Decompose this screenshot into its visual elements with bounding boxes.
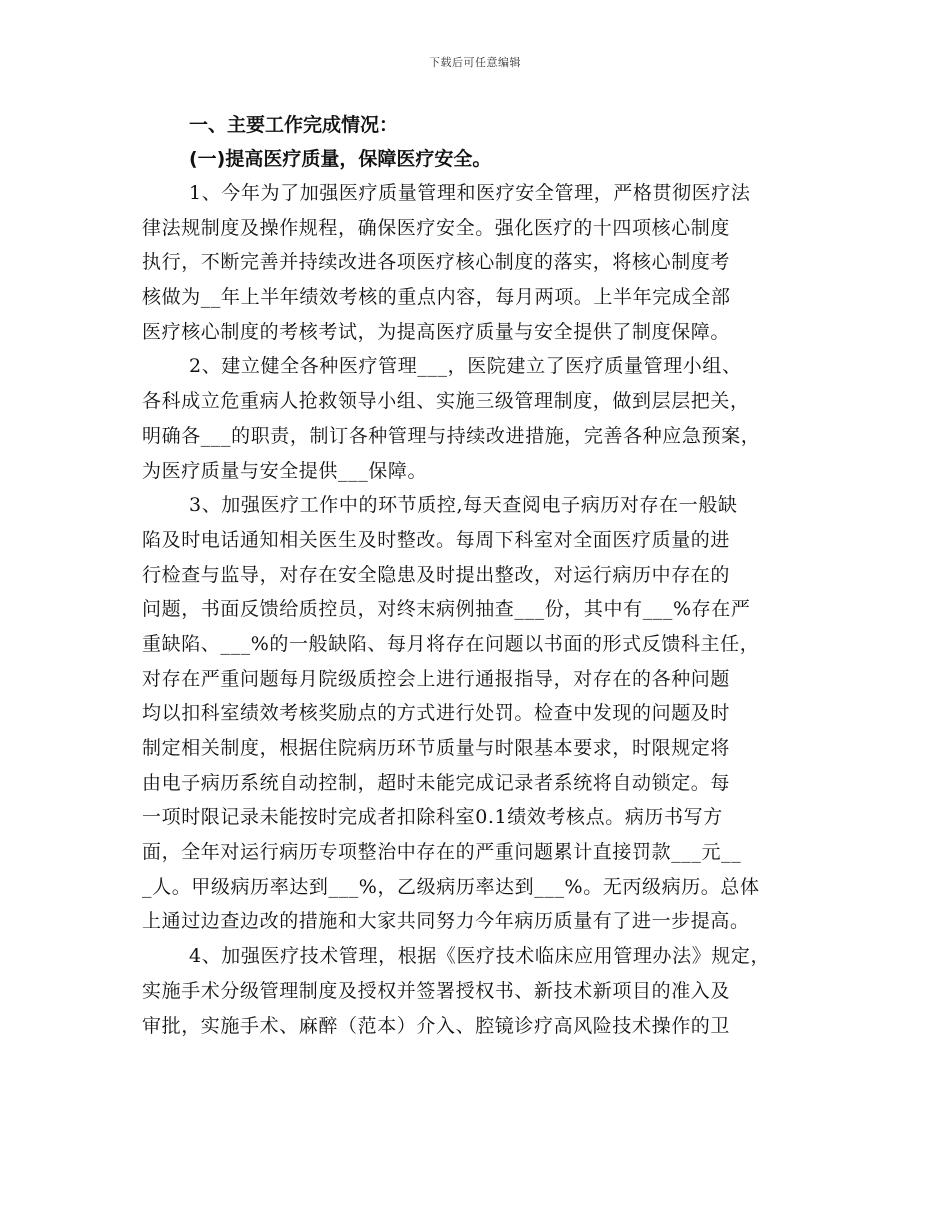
paragraph-line: 一项时限记录未能按时完成者扣除科室0.1绩效考核点。病历书写方: [142, 806, 723, 829]
paragraph-line: 问题，书面反馈给质控员，对终末病例抽查___份，其中有___%存在严: [142, 598, 751, 621]
paragraph-line: 制定相关制度，根据住院病历环节质量与时限基本要求，时限规定将: [142, 737, 731, 759]
paragraph-line: 为医疗质量与安全提供___保障。: [142, 459, 428, 482]
paragraph-line: 上通过边查边改的措施和大家共同努力今年病历质量有了进一步提高。: [142, 910, 750, 933]
paragraph-line: 均以扣科室绩效考核奖励点的方式进行处罚。检查中发现的问题及时: [142, 702, 731, 725]
paragraph-line: 医疗核心制度的考核考试，为提高医疗质量与安全提供了制度保障。: [142, 320, 731, 343]
paragraph-line: 由电子病历系统自动控制，超时未能完成记录者系统将自动锁定。每: [142, 771, 731, 794]
subsection-heading: (一)提高医疗质量，保障医疗安全。: [189, 148, 492, 170]
paragraph-line: 2、建立健全各种医疗管理___，医院建立了医疗质量管理小组、: [189, 355, 742, 378]
paragraph-line: 对存在严重问题每月院级质控会上进行通报指导，对存在的各种问题: [142, 667, 731, 690]
paragraph-line: _人。甲级病历率达到___%，乙级病历率达到___%。无丙级病历。总体: [142, 875, 760, 898]
paragraph-line: 陷及时电话通知相关医生及时整改。每周下科室对全面医疗质量的进: [142, 528, 731, 551]
paragraph-line: 各科成立危重病人抢救领导小组、实施三级管理制度，做到层层把关，: [142, 390, 750, 413]
page-header: 下载后可任意编辑: [429, 56, 521, 69]
paragraph-line: 行检查与监导，对存在安全隐患及时提出整改，对运行病历中存在的: [142, 563, 731, 586]
document-body: [142, 108, 822, 1043]
paragraph-1: [142, 176, 822, 349]
paragraph-line: 1、今年为了加强医疗质量管理和医疗安全管理，严格贯彻医疗法: [189, 182, 751, 204]
paragraph-3: [142, 488, 822, 939]
paragraph-line: 4、加强医疗技术管理，根据《医疗技术临床应用管理办法》规定，: [189, 945, 771, 968]
paragraph-line: 实施手术分级管理制度及授权并签署授权书、新技术新项目的准入及: [142, 979, 731, 1002]
paragraph-line: 核做为__年上半年绩效考核的重点内容，每月两项。上半年完成全部: [142, 286, 731, 309]
paragraph-line: 3、加强医疗工作中的环节质控,每天查阅电子病历对存在一般缺: [189, 494, 738, 517]
paragraph-line: 明确各___的职责，制订各种管理与持续改进措施，完善各种应急预案，: [142, 424, 761, 447]
paragraph-line: 审批，实施手术、麻醉（范本）介入、腔镜诊疗高风险技术操作的卫: [142, 1014, 731, 1037]
paragraph-4: [142, 939, 822, 1043]
paragraph-line: 面，全年对运行病历专项整治中存在的严重问题累计直接罚款___元__: [142, 841, 742, 864]
paragraph-2: [142, 349, 822, 488]
paragraph-line: 执行，不断完善并持续改进各项医疗核心制度的落实，将核心制度考: [142, 251, 731, 274]
section-heading: 一、主要工作完成情况：: [189, 114, 399, 136]
paragraph-line: 重缺陷、___%的一般缺陷、每月将存在问题以书面的形式反馈科主任，: [142, 632, 760, 655]
paragraph-line: 律法规制度及操作规程，确保医疗安全。强化医疗的十四项核心制度: [142, 216, 731, 239]
